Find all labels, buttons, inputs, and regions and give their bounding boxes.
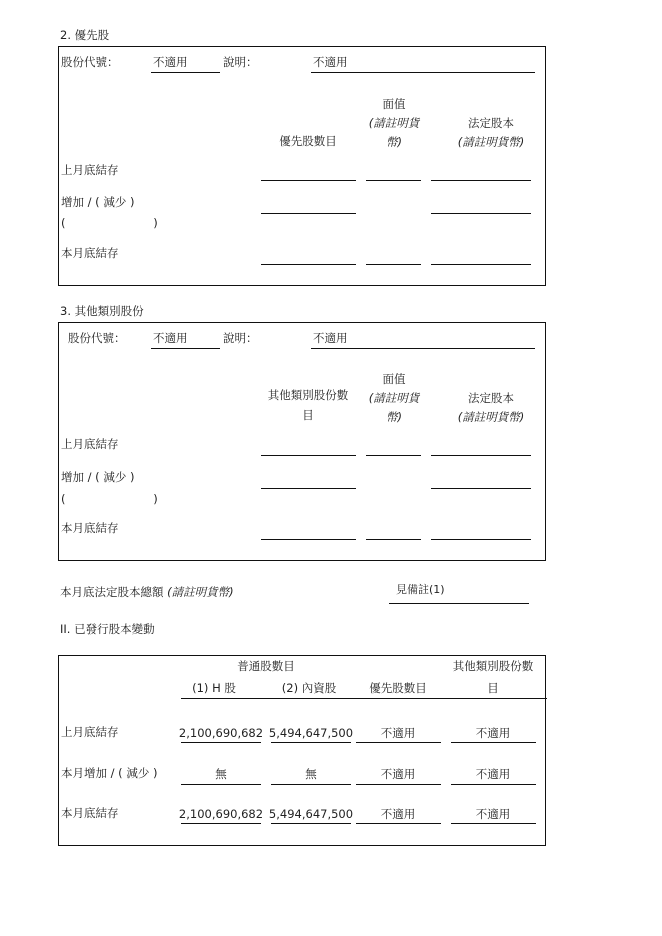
row-label-change: 增加 / ( 減少 ) [61, 470, 135, 484]
field-underline [271, 823, 351, 824]
header-preference: 優先股數目 [369, 681, 427, 695]
col-header-par-value: 面值 [382, 372, 406, 386]
col-header-authorized-note: (請註明貨幣) [457, 410, 525, 424]
field-underline [431, 488, 531, 489]
stock-code-underline [151, 72, 220, 73]
header-domestic-shares: (2) 內資股 [281, 681, 337, 695]
field-underline [451, 742, 536, 743]
cell-domestic: 5,494,647,500 [268, 807, 354, 821]
cell-other: 不適用 [475, 726, 511, 740]
col-header-count: 優先股數目 [279, 134, 337, 148]
col-header-authorized-note: (請註明貨幣) [457, 135, 525, 149]
cell-h: 無 [215, 767, 227, 781]
row-label-change-paren: ( ) [61, 216, 158, 230]
stock-code-underline [151, 348, 220, 349]
header-other-2: 目 [487, 681, 499, 695]
other-shares-box [58, 322, 546, 561]
description-value: 不適用 [313, 55, 348, 69]
field-underline [261, 488, 356, 489]
field-underline [271, 784, 351, 785]
section-title-other: 3. 其他類別股份 [60, 304, 144, 318]
header-h-shares: (1) H 股 [192, 681, 236, 695]
field-underline [366, 539, 421, 540]
field-underline [366, 180, 421, 181]
total-authorized-label [60, 585, 234, 599]
field-underline [261, 180, 356, 181]
cell-other: 不適用 [475, 807, 511, 821]
row-label: 本月底結存 [61, 806, 119, 820]
stock-code-value: 不適用 [153, 55, 188, 69]
col-header-count: 其他類別股份數 [267, 388, 349, 402]
field-underline [181, 784, 261, 785]
field-underline [431, 264, 531, 265]
issued-shares-table [58, 655, 546, 846]
preference-shares-box [58, 46, 546, 286]
header-ordinary: 普通股數目 [237, 659, 295, 673]
total-authorized-value: 見備註(1) [396, 583, 445, 596]
total-authorized-label-note: (請註明貨幣) [167, 585, 234, 599]
col-header-par-value: 面值 [382, 97, 406, 111]
field-underline [431, 539, 531, 540]
row-label-closing: 本月底結存 [61, 521, 119, 535]
row-label-change-paren: ( ) [61, 492, 158, 506]
field-underline [261, 539, 356, 540]
col-header-par-note: (請註明貨 [368, 391, 420, 405]
header-other: 其他類別股份數 [452, 659, 534, 673]
cell-h: 2,100,690,682 [178, 807, 264, 821]
field-underline [356, 742, 441, 743]
stock-code-label: 股份代號： [61, 55, 119, 69]
col-header-authorized: 法定股本 [468, 116, 514, 130]
field-underline [271, 742, 351, 743]
row-label-closing: 本月底結存 [61, 246, 119, 260]
description-label: 說明： [223, 55, 258, 69]
field-underline [451, 823, 536, 824]
row-label-change: 增加 / ( 減少 ) [61, 195, 135, 209]
field-underline [431, 455, 531, 456]
description-label: 說明： [223, 331, 258, 345]
description-underline [311, 72, 535, 73]
field-underline [261, 455, 356, 456]
total-authorized-label-text: 本月底法定股本總額 [60, 585, 164, 599]
section-title-preference: 2. 優先股 [60, 28, 110, 42]
field-underline [261, 264, 356, 265]
issued-section-title: II. 已發行股本變動 [60, 622, 155, 636]
field-underline [366, 264, 421, 265]
cell-domestic: 無 [305, 767, 317, 781]
field-underline [451, 784, 536, 785]
header-divider [181, 698, 547, 699]
field-underline [261, 213, 356, 214]
description-underline [311, 348, 535, 349]
field-underline [356, 784, 441, 785]
stock-code-label: 股份代號： [68, 331, 126, 345]
total-authorized-underline [389, 603, 529, 604]
col-header-par-note-2: 幣) [386, 410, 402, 424]
row-label-opening: 上月底結存 [61, 163, 119, 177]
col-header-par-note-2: 幣) [386, 135, 402, 149]
cell-h: 2,100,690,682 [178, 726, 264, 740]
col-header-authorized: 法定股本 [468, 391, 514, 405]
field-underline [431, 213, 531, 214]
col-header-count-2: 目 [302, 408, 314, 422]
field-underline [181, 823, 261, 824]
field-underline [356, 823, 441, 824]
field-underline [366, 455, 421, 456]
cell-preference: 不適用 [380, 807, 416, 821]
row-label-opening: 上月底結存 [61, 437, 119, 451]
col-header-par-note: (請註明貨 [368, 116, 420, 130]
cell-preference: 不適用 [380, 726, 416, 740]
cell-other: 不適用 [475, 767, 511, 781]
description-value: 不適用 [313, 331, 348, 345]
row-label: 上月底結存 [61, 725, 119, 739]
row-label: 本月增加 / ( 減少 ) [61, 766, 158, 780]
field-underline [181, 742, 261, 743]
field-underline [431, 180, 531, 181]
cell-domestic: 5,494,647,500 [268, 726, 354, 740]
cell-preference: 不適用 [380, 767, 416, 781]
stock-code-value: 不適用 [153, 331, 188, 345]
